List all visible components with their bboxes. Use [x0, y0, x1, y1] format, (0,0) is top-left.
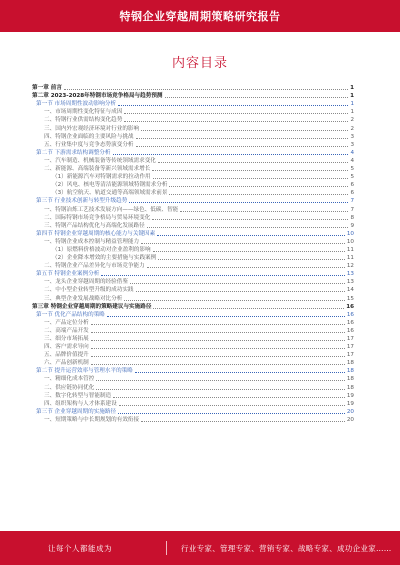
toc-heading: 内容目录: [171, 56, 228, 71]
report-header-bar: [0, 0, 400, 32]
toc-entry-item[interactable]: 四、组织架构与人才体系建设 19: [44, 400, 354, 407]
toc-entry-section[interactable]: 第三节 企业穿越周期的实施路径 20: [36, 408, 354, 415]
toc-entry-subitem[interactable]: （2）风电、核电等清洁能源领域特钢需求分析 6: [52, 182, 354, 189]
footer-slogan-left: 让每个人都能成为: [48, 543, 112, 553]
toc-entry-section[interactable]: 第一节 市场周期性波动影响分析 1: [36, 101, 354, 108]
toc-entry-item[interactable]: 一、特钢企业成本控制与精益管理能力 10: [44, 238, 354, 245]
toc-entry-item[interactable]: 一、龙头企业穿越周期的经验借鉴 13: [44, 279, 354, 286]
toc-entry-item[interactable]: 四、特钢企业面临的主要风险与挑战 3: [44, 133, 354, 140]
footer-divider: [166, 541, 167, 555]
table-of-contents: [32, 84, 354, 424]
toc-entry-chapter[interactable]: 第一章 前言 1: [32, 85, 354, 92]
toc-entry-item[interactable]: 二、特钢行业供需结构变化趋势 2: [44, 117, 354, 124]
toc-entry-item[interactable]: 二、新能源、高端装备等新兴领域需求增长 5: [44, 166, 354, 173]
report-title: 特钢企业穿越周期策略研究报告: [119, 10, 281, 23]
toc-entry-item[interactable]: 二、国际特钢市场竞争格局与贸易环境变化 8: [44, 214, 354, 221]
toc-entry-section[interactable]: 第四节 特钢企业穿越周期的核心能力与关键因素 10: [36, 230, 354, 237]
toc-entry-chapter[interactable]: 第二章 2023-2028年特钢市场竞争格局与趋势预测 1: [32, 93, 354, 100]
toc-entry-item[interactable]: 一、市场周期性变化特征与成因 1: [44, 109, 354, 116]
toc-entry-subitem[interactable]: （1）原燃料价格波动对企业盈利的影响 11: [52, 246, 354, 253]
toc-entry-item[interactable]: 一、产品定位分析 16: [44, 319, 354, 326]
toc-entry-item[interactable]: 二、中小型企业转型升级的成功实践 14: [44, 287, 354, 294]
toc-entry-subitem[interactable]: （1）新能源汽车对特钢需求的拉动作用 5: [52, 174, 354, 181]
slogan-footer-bar: [0, 531, 400, 565]
toc-entry-item[interactable]: 二、特钢企业产品差异化与市场竞争能力 12: [44, 263, 354, 270]
toc-entry-item[interactable]: 三、数字化转型与智能制造 19: [44, 392, 354, 399]
toc-entry-section[interactable]: 第二节 提升运营效率与管理水平的策略 18: [36, 368, 354, 375]
toc-entry-item[interactable]: 三、细分市场拓展 17: [44, 336, 354, 342]
toc-entry-item[interactable]: 三、国内外宏观经济环境对行业的影响 2: [44, 125, 354, 132]
toc-entry-section[interactable]: 第一节 优化产品结构的策略 16: [36, 311, 354, 318]
toc-entry-item[interactable]: 一、汽车制造、机械装备等传统领域需求变化 4: [44, 157, 354, 164]
toc-entry-item[interactable]: 三、特钢产品结构优化与高端化发展路径 9: [44, 222, 354, 229]
toc-entry-item[interactable]: 二、高端产品开发 16: [44, 327, 354, 334]
toc-entry-item[interactable]: 二、供应链协同优化 18: [44, 384, 354, 391]
toc-entry-section[interactable]: 第五节 特钢企业案例分析 13: [36, 271, 354, 278]
toc-entry-item[interactable]: 六、产品创新机制 18: [44, 360, 354, 367]
toc-entry-item[interactable]: 四、客户需求导向 17: [44, 344, 354, 351]
footer-slogan-right: 行业专家、管理专家、营销专家、战略专家、成功企业家……: [181, 543, 392, 553]
toc-entry-item[interactable]: 一、精细化成本管控 18: [44, 376, 354, 383]
toc-entry-section[interactable]: 第二节 下游需求结构调整分析 4: [36, 149, 354, 156]
toc-entry-item[interactable]: 一、短期策略与中长期规划的有效衔接 20: [44, 416, 354, 423]
toc-entry-subitem[interactable]: （3）航空航天、轨道交通等高端领域需求前景 6: [52, 190, 354, 197]
toc-entry-section[interactable]: 第三节 行业技术创新与转型升级趋势 7: [36, 198, 354, 205]
toc-entry-item[interactable]: 五、行业集中度与竞争态势演变分析 3: [44, 141, 354, 148]
toc-entry-chapter[interactable]: 第三章 特钢企业穿越周期的策略建议与实施路径 16: [32, 303, 354, 310]
toc-entry-item[interactable]: 一、特钢冶炼工艺技术发展方向——绿色、低碳、智能 7: [44, 206, 354, 213]
toc-entry-item[interactable]: 三、典型企业发展战略对比分析 15: [44, 295, 354, 302]
toc-entry-item[interactable]: 五、品牌价值提升 17: [44, 352, 354, 359]
toc-entry-subitem[interactable]: （2）企业降本增效的主要措施与实践案例 11: [52, 255, 354, 262]
